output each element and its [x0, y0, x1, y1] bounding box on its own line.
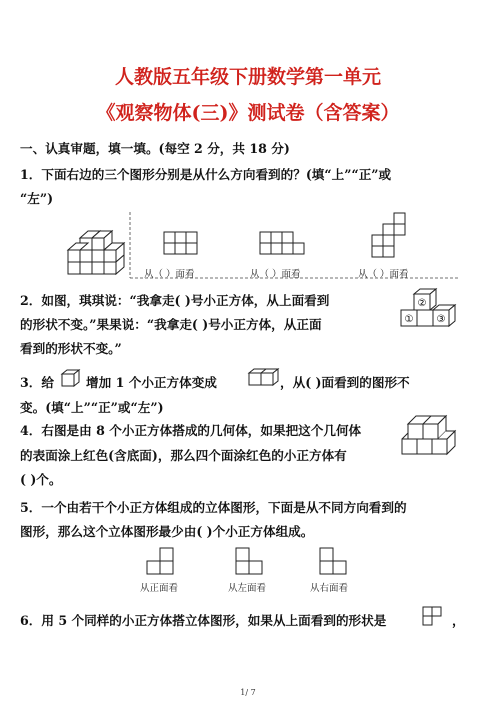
- page-subtitle: 《观察物体(三)》测试卷（含答案）: [96, 102, 400, 124]
- q2-line3: 看到的形状不变。”: [20, 341, 122, 356]
- q3-line2: 变。(填“上”“正”或“左”): [20, 400, 164, 415]
- q4-cube-figure: [400, 412, 470, 462]
- single-cube-icon: [60, 368, 82, 388]
- q5-line2: 图形，那么这个立体图形最少由( )个小正方体组成。: [20, 524, 314, 539]
- cube-label-2: ②: [417, 298, 427, 309]
- q5-caption-right: 从右面看: [310, 583, 349, 594]
- cube-label-3: ③: [436, 314, 446, 325]
- q1-view-3: [372, 213, 405, 257]
- q1-text-line2: “左”): [20, 191, 54, 206]
- q5-views: [140, 546, 380, 578]
- double-cube-icon: [247, 366, 279, 388]
- q6-line1-a: 6．用 5 个同样的小正方体搭立体图形，如果从上面看到的形状是: [20, 613, 387, 628]
- q5-caption-front: 从正面看: [140, 583, 179, 594]
- q4-line1: 4．右图是由 8 个小正方体搭成的几何体，如果把这个几何体: [20, 423, 362, 438]
- q2-line1: 2．如图，琪琪说：“我拿走( )号小正方体，从上面看到: [20, 293, 330, 308]
- q1-caption-2: 从（ ）面看: [250, 269, 301, 280]
- page-number: 1/ 7: [240, 688, 256, 697]
- q1-caption-3: 从（ ）面看: [358, 269, 409, 280]
- q6-top-view-shape: [422, 604, 450, 626]
- q5-caption-left: 从左面看: [228, 583, 267, 594]
- q4-line3: ( )个。: [20, 472, 62, 487]
- cube-label-1: ①: [404, 314, 414, 325]
- q2-line2: 的形状不变。”果果说：“我拿走( )号小正方体，从正面: [20, 317, 322, 332]
- q1-caption-1: 从（ ）面看: [144, 269, 195, 280]
- q3-line1-c: ，从( )面看到的图形不: [280, 375, 410, 390]
- q1-view-2: [260, 232, 304, 254]
- q1-cube-stack: [68, 231, 124, 274]
- page-title: 人教版五年级下册数学第一单元: [114, 66, 381, 88]
- q5-line1: 5．一个由若干个小正方体组成的立体图形，下面是从不同方向看到的: [20, 500, 407, 515]
- q4-line2: 的表面涂上红色(含底面)，那么四个面涂红色的小正方体有: [20, 448, 347, 463]
- q1-text-line1: 1．下面右边的三个图形分别是从什么方向看到的？(填“上”“正”或: [20, 167, 392, 182]
- q3-line1-b: 增加 1 个小正方体变成: [86, 375, 217, 390]
- q1-view-1: [164, 232, 197, 254]
- section-heading: 一、认真审题，填一填。(每空 2 分，共 18 分): [20, 141, 290, 156]
- q3-line1-a: 3．给: [20, 375, 54, 390]
- q6-line1-b: ，: [452, 613, 465, 628]
- q2-cube-figure: [400, 288, 470, 328]
